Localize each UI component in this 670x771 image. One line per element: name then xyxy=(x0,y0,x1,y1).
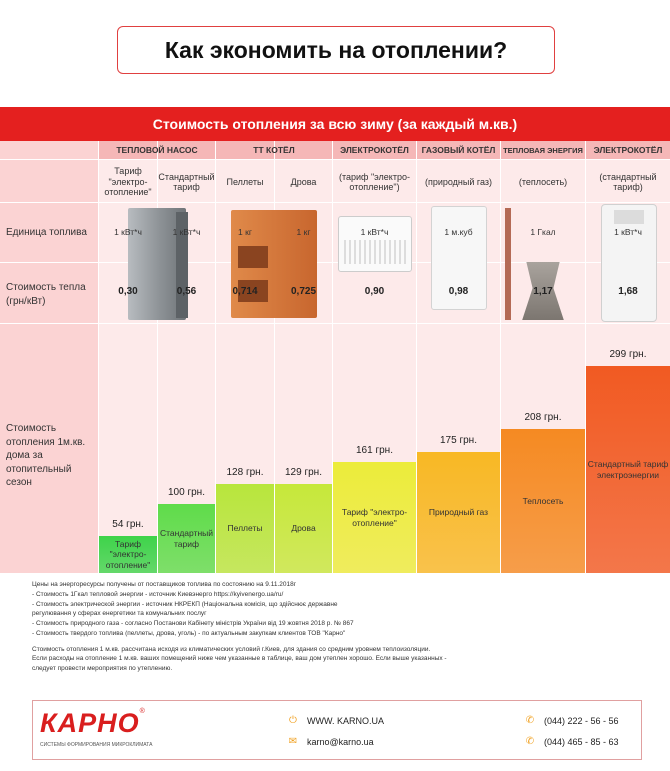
bar-heat-network xyxy=(501,429,585,573)
logo xyxy=(40,708,150,742)
heat-cost: 1,17 xyxy=(533,286,553,297)
bar-value-label: 175 грн. xyxy=(440,435,477,446)
group-solid-fuel-boiler: ТТ КОТЁЛ xyxy=(253,145,295,155)
group-electric-boiler: ЭЛЕКТРОКОТЁЛ xyxy=(340,145,409,155)
globe-icon: ⏻ xyxy=(289,715,297,726)
bar-value-label: 129 грн. xyxy=(285,467,322,478)
mail-icon: ✉ xyxy=(288,736,298,747)
footnote-line: Если расходы на отопление 1 м.кв. ваших помещений ниже чем указанные в таблице, ваш дом утеплен хорошо. Если выше указанных - xyxy=(32,655,447,663)
footnote-line: Стоимость отопления 1 м.кв. рассчитана исходя из климатических условий г.Киев, для здания со средним уровнем теплоизоляции. xyxy=(32,645,431,653)
bar-value-label: 161 грн. xyxy=(356,445,393,456)
chimney xyxy=(505,208,511,320)
sub-label: (природный газ) xyxy=(424,176,493,187)
heat-cost: 0,90 xyxy=(364,286,385,297)
page-title: Как экономить на отоплении? xyxy=(117,26,555,74)
phone-1[interactable] xyxy=(524,715,619,726)
table-header: Стоимость отопления за всю зиму (за каждый м.кв.) xyxy=(0,107,670,141)
footnote-line: следует провести мероприятия по утеплению. xyxy=(32,665,173,672)
row-divider xyxy=(0,202,670,203)
bar-label: Теплосеть xyxy=(522,495,564,506)
sub-label: Дрова xyxy=(290,176,317,187)
unit-value: 1 м.куб xyxy=(444,227,473,237)
bar-heat-pump-electro-tariff xyxy=(99,536,157,573)
sub-label: Тариф "электро-отопление" xyxy=(104,166,152,198)
bar-value-label: 299 грн. xyxy=(609,349,647,360)
logo-text: КАРНО xyxy=(40,708,140,738)
phone-text[interactable]: (044) 222 - 56 - 56 xyxy=(544,715,619,726)
website-text[interactable]: WWW. KARNO.UA xyxy=(307,715,384,726)
bar-value-label: 100 грн. xyxy=(168,487,205,498)
heat-cost: 0,714 xyxy=(232,286,258,297)
sub-label: (стандартный тариф) xyxy=(599,171,657,192)
bar-heat-pump-standard-tariff xyxy=(158,504,215,573)
group-heat-pump: ТЕПЛОВОЙ НАСОС xyxy=(116,145,198,155)
logo-subtitle: СИСТЕМЫ ФОРМИРОВАНИЯ МИКРОКЛИМАТА xyxy=(40,742,153,748)
heat-cost: 0,725 xyxy=(290,286,317,297)
website-link[interactable] xyxy=(287,715,384,726)
footnote-line: - Стоимость электрической энергии - источник НКРЕКП (Національна комісія, що здійснює державне xyxy=(32,600,338,608)
heat-cost: 0,30 xyxy=(118,286,138,297)
row-divider xyxy=(0,262,670,263)
heat-cost: 0,98 xyxy=(448,286,469,297)
sub-label: (теплосеть) xyxy=(518,176,568,187)
row-label-cost: Стоимость тепла (грн/кВт) xyxy=(6,282,86,307)
email-text[interactable]: karno@karno.ua xyxy=(307,736,374,747)
logo-registered: ® xyxy=(139,708,145,715)
unit-value: 1 кВт*ч xyxy=(172,227,201,237)
column-divider xyxy=(98,141,99,573)
unit-value: 1 кг xyxy=(296,227,311,237)
sub-label: (тариф "электро-отопление") xyxy=(339,171,410,192)
bar-value-label: 54 грн. xyxy=(112,519,144,530)
unit-value: 1 кВт*ч xyxy=(614,227,642,237)
bar-electric-boiler-electro-tariff xyxy=(333,462,416,573)
group-heat-energy: ТЕПЛОВАЯ ЭНЕРГИЯ xyxy=(503,145,583,155)
boiler-display xyxy=(614,210,644,224)
group-electric-boiler-standard: ЭЛЕКТРОКОТЁЛ xyxy=(593,145,663,155)
footnote-line: - Стоимость твердого топлива (пеллеты, дрова, уголь) - по актуальным закупкам клиентов ТОВ "Карно" xyxy=(32,629,346,637)
bar-label: Стандартный тариф xyxy=(159,527,214,549)
bar-label: Природный газ xyxy=(428,507,489,518)
unit-value: 1 Гкал xyxy=(530,227,556,237)
unit-value: 1 кВт*ч xyxy=(360,227,389,237)
row-label-unit: Единица топлива xyxy=(6,227,87,238)
sub-label: Пеллеты xyxy=(226,176,264,187)
phone-icon: ✆ xyxy=(525,715,535,726)
footnote-line: - Стоимость 1Гкал тепловой энергии - источник Киевэнерго https://kyivenergo.ua/ru/ xyxy=(32,590,284,598)
bar-label: Дрова xyxy=(291,523,316,534)
bar-pellets xyxy=(216,484,274,573)
bar-label: Пеллеты xyxy=(227,523,263,534)
footnotes xyxy=(32,580,642,674)
group-gas-boiler: ГАЗОВЫЙ КОТЁЛ xyxy=(421,145,496,155)
row-divider xyxy=(0,159,670,160)
bar-label: Тариф "электро-отопление" xyxy=(105,538,151,570)
convector-grille xyxy=(344,240,406,264)
heat-cost: 1,68 xyxy=(618,286,638,297)
boiler-door xyxy=(238,246,268,268)
footnote-line: - Стоимость природного газа - согласно Постанови Кабінету міністрів України від 19 жовтня 2018 р. № 867 xyxy=(32,620,354,627)
bar-value-label: 128 грн. xyxy=(226,467,264,478)
footnote-line: Цены на энергоресурсы получены от поставщиков топлива по состоянию на 9.11.2018г xyxy=(32,581,297,588)
bar-natural-gas xyxy=(417,452,500,573)
bar-value-label: 208 грн. xyxy=(524,412,562,423)
unit-value: 1 кВт*ч xyxy=(114,227,142,237)
heat-cost: 0,56 xyxy=(176,286,197,297)
phone-icon: ✆ xyxy=(525,736,535,747)
phone-text[interactable]: (044) 465 - 85 - 63 xyxy=(544,736,619,747)
row-label-column xyxy=(0,141,98,573)
footnote-line: регулювання у сферах енергетики та комунальних послуг xyxy=(32,610,207,618)
bar-electric-boiler-standard xyxy=(586,366,670,573)
phone-2[interactable] xyxy=(524,736,619,747)
bar-firewood xyxy=(275,484,332,573)
row-label-season: Стоимость отопления 1м.кв. дома за отопительный сезон xyxy=(6,423,86,488)
sub-label: Стандартный тариф xyxy=(158,171,215,192)
bar-label: Стандартный тариф электроэнергии xyxy=(587,458,669,480)
row-divider xyxy=(0,323,670,324)
bar-label: Тариф "электро-отопление" xyxy=(341,506,408,528)
unit-value: 1 кг xyxy=(238,227,252,237)
email-link[interactable] xyxy=(287,736,374,747)
